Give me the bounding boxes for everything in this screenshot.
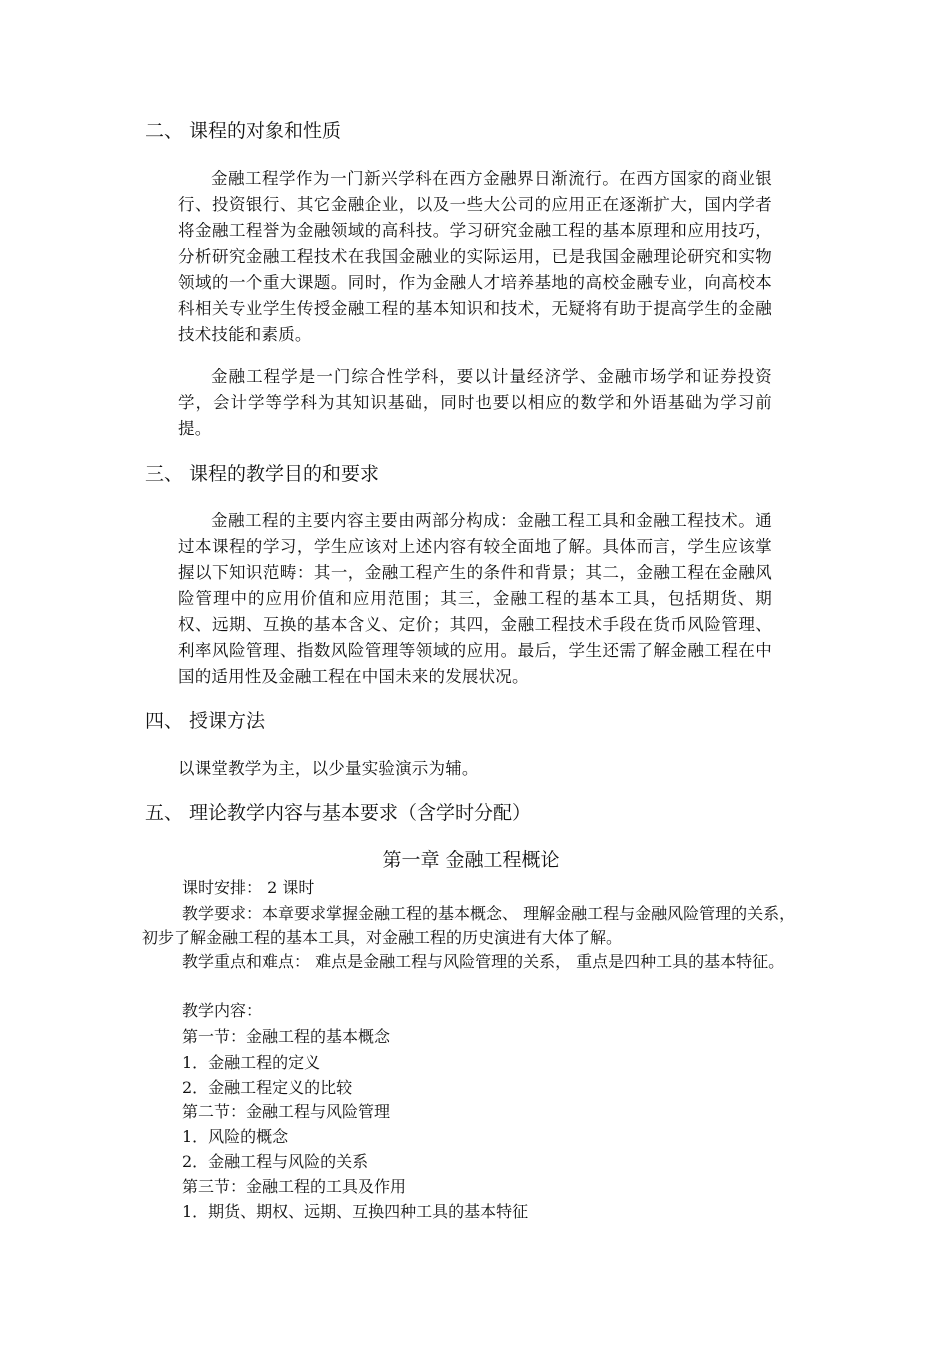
chapter-hours: 课时安排： 2 课时 <box>182 878 315 897</box>
section-heading-3: 三、 课程的教学目的和要求 <box>145 463 380 485</box>
chapter-item-1-1: 1．金融工程的定义 <box>182 1053 321 1072</box>
section-heading-2: 二、 课程的对象和性质 <box>145 120 342 142</box>
chapter-section-3: 第三节：金融工程的工具及作用 <box>182 1177 407 1196</box>
section-3-paragraph-1: 金融工程的主要内容主要由两部分构成：金融工程工具和金融工程技术。通过本课程的学习，学生应该对上述内容有较全面地了解。具体而言，学生应该掌握以下知识范畴：其一，金融工程产生的条件和背景；其二，金融工程在金融风险管理中的应用价值和应用范围；其三，金融工程的基本工具，包括期货、期权、远期、互换的基本含义、定价；其四，金融工程技术手段在货币风险管理、利率风险管理、指数风险管理等领域的应用。最后，学生还需了解金融工程在中国的适用性及金融工程在中国未来的发展状况。 <box>178 511 772 686</box>
chapter-key-points: 教学重点和难点： 难点是金融工程与风险管理的关系， 重点是四种工具的基本特征。 <box>182 952 785 971</box>
section-4-paragraph-1: 以课堂教学为主，以少量实验演示为辅。 <box>178 759 479 778</box>
section-2-paragraph-2: 金融工程学是一门综合性学科，要以计量经济学、金融市场学和证券投资学，会计学等学科为其知识基础，同时也要以相应的数学和外语基础为学习前提。 <box>178 367 772 438</box>
chapter-item-2-2: 2．金融工程与风险的关系 <box>182 1152 369 1171</box>
section-2-paragraph-1: 金融工程学作为一门新兴学科在西方金融界日渐流行。在西方国家的商业银行、投资银行、其它金融企业，以及一些大公司的应用正在逐渐扩大，国内学者将金融工程誉为金融领域的高科技。学习研究金融工程的基本原理和应用技巧，分析研究金融工程技术在我国金融业的实际运用，已是我国金融理论研究和实物领域的一个重大课题。同时，作为金融人才培养基地的高校金融专业，向高校本科相关专业学生传授金融工程的基本知识和技术，无疑将有助于提高学生的金融技术技能和素质。 <box>178 169 772 344</box>
chapter-item-2-1: 1．风险的概念 <box>182 1127 289 1146</box>
section-heading-5: 五、 理论教学内容与基本要求（含学时分配） <box>145 802 532 824</box>
chapter-content-label: 教学内容： <box>182 1001 263 1020</box>
chapter-requirements: 教学要求：本章要求掌握金融工程的基本概念、 理解金融工程与金融风险管理的关系，初步了解金融工程的基本工具，对金融工程的历史演进有大体了解。 <box>142 904 796 947</box>
section-heading-4: 四、 授课方法 <box>145 710 266 732</box>
chapter-section-2: 第二节：金融工程与风险管理 <box>182 1102 391 1121</box>
chapter-item-3-1: 1．期货、期权、远期、互换四种工具的基本特征 <box>182 1202 529 1221</box>
chapter-item-1-2: 2．金融工程定义的比较 <box>182 1078 353 1097</box>
chapter-section-1: 第一节：金融工程的基本概念 <box>182 1027 391 1046</box>
chapter-title: 第一章 金融工程概论 <box>382 849 560 871</box>
